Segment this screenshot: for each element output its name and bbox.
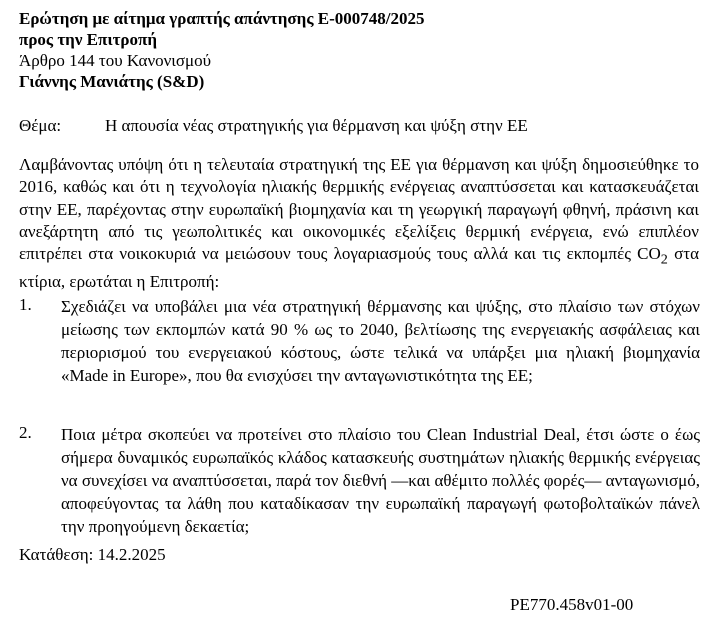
subject-line (19, 115, 699, 136)
rule-reference: Άρθρο 144 του Κανονισμού (19, 51, 212, 70)
document-reference: PE770.458v01-00 (510, 595, 634, 614)
subject-label: Θέμα: (19, 116, 62, 135)
filing-date: Κατάθεση: 14.2.2025 (19, 545, 166, 564)
addressee: προς την Επιτροπή (19, 30, 157, 49)
intro-paragraph (19, 154, 699, 293)
question-text: Ποια μέτρα σκοπεύει να προτείνει στο πλαίσιο του Clean Industrial Deal, έτσι ώστε ο έως σήμερα δυναμικός ευρωπαϊκός κλάδος κατασκευής συστημάτων ηλιακής θερμικής ενέργειας να συνεχίσει να αναπτύσσεται, παρά τον διεθνή —και αθέμιτο πολλές φορές— ανταγωνισμό, αποφεύγοντας τα λάθη που καταδίκασαν την ευρωπαϊκή παραγωγή φωτοβολταϊκών πάνελ την προηγούμενη δεκαετία; (61, 425, 700, 536)
question-number: 2. (19, 423, 32, 442)
co2-subscript: 2 (660, 251, 668, 268)
question-number: 1. (19, 295, 32, 314)
question-header (19, 8, 424, 92)
intro-text: Λαμβάνοντας υπόψη ότι η τελευταία στρατηγική της ΕΕ για θέρμανση και ψύξη δημοσιεύθηκε το 2016, καθώς και ότι η τεχνολογία ηλιακής θερμικής ενέργειας αναπτύσσεται και κατασκευάζεται στην ΕΕ, παρέχοντας στην ευρωπαϊκή βιομηχανία και τη γεωργική παραγωγή φθηνή, πράσινη και ανεξάρτητη από τις γεωπολιτικές και οικονομικές εξελίξεις θερμική ενέργεια, ενώ επιπλέον επιτρέπει στα νοικοκυριά να μειώσουν τους λογαριασμούς τους αλλά και τις εκπομπές CO (19, 155, 699, 264)
question-text: Σχεδιάζει να υποβάλει μια νέα στρατηγική θέρμανσης και ψύξης, στο πλαίσιο των στόχων μείωσης των εκπομπών κατά 90 % ως το 2040, βελτίωσης της ενεργειακής ασφάλειας και περιορισμού του ενεργειακού κόστους, ώστε τελικά να υπάρξει μια ηλιακή βιομηχανία «Made in Europe», που θα ενισχύσει την ανταγωνιστικότητα της ΕΕ; (61, 297, 700, 385)
intro-text-end: στα κτίρια, ερωτάται η Επιτροπή: (19, 244, 700, 291)
subject-text: Η απουσία νέας στρατηγικής για θέρμανση και ψύξη στην ΕΕ (105, 116, 528, 135)
author: Γιάννης Μανιάτης (S&D) (19, 72, 205, 91)
question-title: Ερώτηση με αίτημα γραπτής απάντησης E-000748/2025 (19, 9, 425, 28)
